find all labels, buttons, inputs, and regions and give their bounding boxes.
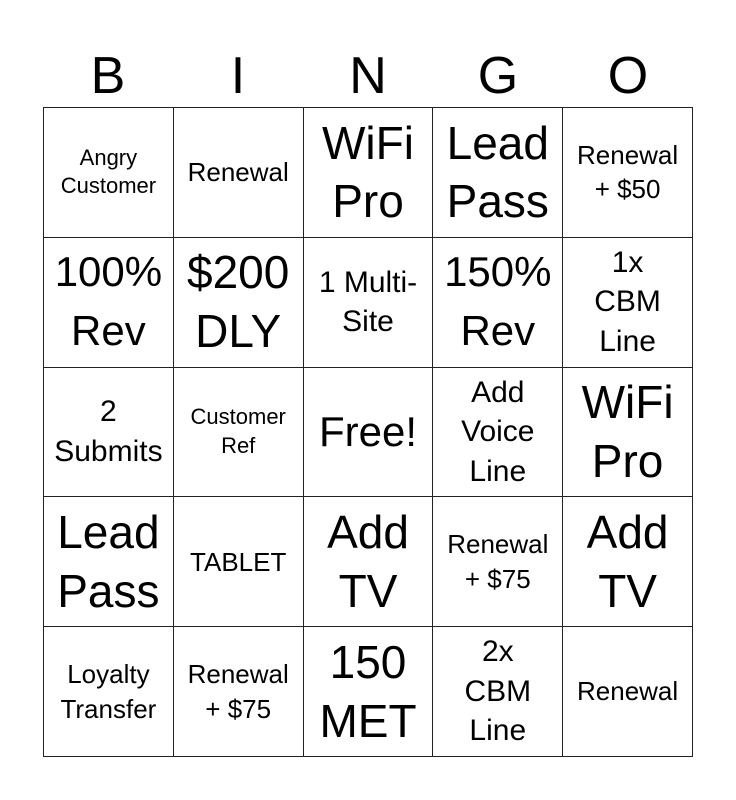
cell-label: $200 DLY [187, 246, 290, 358]
cell-label: Lead Pass [446, 116, 549, 228]
cell-label: Add Voice Line [461, 375, 535, 488]
bingo-cell-g1[interactable] [433, 108, 563, 238]
cell-label: Renewal + $75 [447, 529, 549, 594]
bingo-cell-i4[interactable] [174, 497, 304, 627]
header-letter-i: I [230, 47, 246, 105]
bingo-cell-b2[interactable] [44, 238, 174, 368]
bingo-cell-n5[interactable] [304, 627, 434, 757]
cell-label: Customer Ref [190, 404, 286, 458]
cell-label: WiFi Pro [322, 116, 414, 228]
cell-label: Renewal [187, 157, 289, 188]
cell-label: 1 Multi- Site [318, 265, 418, 339]
cell-label: Add TV [327, 505, 409, 617]
bingo-cell-n3-free[interactable] [304, 368, 434, 498]
bingo-cell-g4[interactable] [433, 497, 563, 627]
header-letter-b: B [90, 47, 126, 105]
bingo-cell-i2[interactable] [174, 238, 304, 368]
free-space-label: Free! [318, 407, 417, 455]
cell-label: Add TV [586, 505, 669, 617]
header-letter-o: O [607, 47, 649, 105]
header-letter-g: G [477, 47, 519, 105]
bingo-cell-o1[interactable] [563, 108, 693, 238]
bingo-cell-b3[interactable] [44, 368, 174, 498]
bingo-cell-g3[interactable] [433, 368, 563, 498]
bingo-cell-g2[interactable] [433, 238, 563, 368]
cell-label: Loyalty Transfer [60, 659, 157, 724]
cell-label: Lead Pass [57, 505, 160, 617]
bingo-cell-i5[interactable] [174, 627, 304, 757]
cell-label: 1x CBM Line [594, 245, 661, 358]
cell-label: 2x CBM Line [464, 635, 532, 748]
cell-label: 150% Rev [444, 248, 552, 355]
cell-label: Renewal [577, 676, 679, 707]
cell-label: Renewal + $50 [577, 140, 679, 205]
bingo-cell-n4[interactable] [304, 497, 434, 627]
bingo-cell-o2[interactable] [563, 238, 693, 368]
bingo-cell-n1[interactable] [304, 108, 434, 238]
bingo-cell-b1[interactable] [44, 108, 174, 238]
bingo-cell-i1[interactable] [174, 108, 304, 238]
cell-label: WiFi Pro [581, 376, 674, 487]
bingo-header [43, 44, 693, 108]
bingo-cell-o3[interactable] [563, 368, 693, 498]
bingo-cell-o5[interactable] [563, 627, 693, 757]
header-letter-n: N [349, 47, 387, 105]
cell-label: Angry Customer [60, 144, 157, 199]
bingo-cell-b4[interactable] [44, 497, 174, 627]
bingo-cell-o4[interactable] [563, 497, 693, 627]
bingo-cell-n2[interactable] [304, 238, 434, 368]
cell-label: 150 MET [319, 635, 417, 747]
bingo-cell-g5[interactable] [433, 627, 563, 757]
bingo-cell-i3[interactable] [174, 368, 304, 498]
cell-label: TABLET [190, 546, 287, 577]
cell-label: 100% Rev [54, 248, 163, 355]
cell-label: 2 Submits [54, 395, 163, 468]
bingo-board [43, 107, 693, 757]
bingo-cell-b5[interactable] [44, 627, 174, 757]
cell-label: Renewal + $75 [187, 659, 289, 724]
